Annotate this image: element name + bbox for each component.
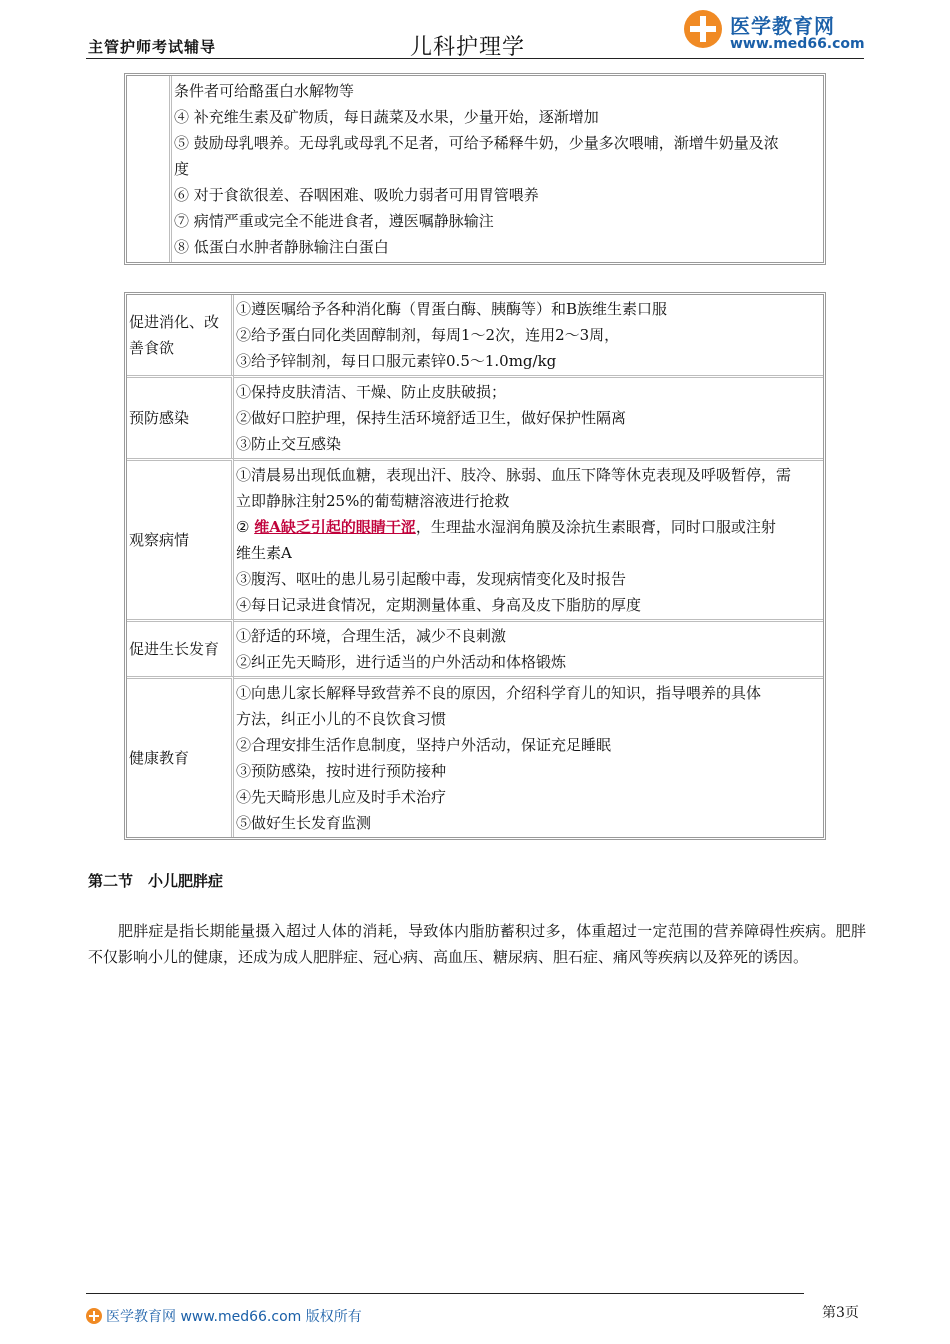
nursing-measures-table xyxy=(124,292,826,840)
logo-cross-icon xyxy=(684,10,722,48)
table-line: ①遵医嘱给予各种消化酶（胃蛋白酶、胰酶等）和B族维生素口服 xyxy=(236,300,668,318)
table-content-cell xyxy=(172,76,823,262)
logo-name: 医学教育网 xyxy=(730,14,835,38)
table-line: ⑧ 低蛋白水肿者静脉输注白蛋白 xyxy=(174,238,389,256)
table-line-highlight: ② 维A缺乏引起的眼睛干涩，生理盐水湿润角膜及涂抗生素眼膏，同时口服或注射 xyxy=(236,518,776,536)
table-line: ①清晨易出现低血糖，表现出汗、肢冷、脉弱、血压下降等休克表现及呼吸暂停，需 xyxy=(236,466,792,484)
table-line: 条件者可给酪蛋白水解物等 xyxy=(174,82,355,100)
row-label: 促进生长发育 xyxy=(127,619,234,676)
footer-cross-icon xyxy=(86,1308,102,1324)
table-line: 度 xyxy=(174,160,190,178)
table-line: ②给予蛋白同化类固醇制剂，每周1～2次，连用2～3周， xyxy=(236,326,620,344)
logo-url: www.med66.com xyxy=(730,36,865,52)
table-continued xyxy=(124,73,826,265)
row-content xyxy=(234,375,823,458)
table-line: ②合理安排生活作息制度，坚持户外活动，保证充足睡眠 xyxy=(236,736,612,754)
row-content xyxy=(234,458,823,619)
logo[interactable] xyxy=(684,8,864,56)
table-line: ②做好口腔护理，保持生活环境舒适卫生，做好保护性隔离 xyxy=(236,409,627,427)
table-row xyxy=(127,619,823,676)
table-line: ⑤ 鼓励母乳喂养。无母乳或母乳不足者，可给予稀释牛奶，少量多次喂哺，渐增牛奶量及浓 xyxy=(174,134,779,152)
table-line: 维生素A xyxy=(236,544,292,562)
table-line: ④ 补充维生素及矿物质，每日蔬菜及水果，少量开始，逐渐增加 xyxy=(174,108,599,126)
row-label: 健康教育 xyxy=(127,676,234,837)
table-line: ③防止交互感染 xyxy=(236,435,342,453)
footer-text: 医学教育网 www.med66.com 版权所有 xyxy=(106,1309,362,1325)
row-label: 促进消化、改善食欲 xyxy=(127,295,234,375)
table-row xyxy=(127,676,823,837)
table-line: ③腹泻、呕吐的患儿易引起酸中毒，发现病情变化及时报告 xyxy=(236,570,627,588)
page-number: 第3页 xyxy=(822,1305,859,1321)
row-content xyxy=(234,619,823,676)
table-line: ⑤做好生长发育监测 xyxy=(236,814,372,832)
table-line: ⑦ 病情严重或完全不能进食者，遵医嘱静脉输注 xyxy=(174,212,494,230)
table-line: ④每日记录进食情况，定期测量体重、身高及皮下脂肪的厚度 xyxy=(236,596,642,614)
row-label: 观察病情 xyxy=(127,458,234,619)
table-line: ③给予锌制剂，每日口服元素锌0.5～1.0mg/kg xyxy=(236,352,557,370)
page-title: 儿科护理学 xyxy=(410,35,526,60)
header-rule xyxy=(86,58,864,59)
table-line: ②纠正先天畸形，进行适当的户外活动和体格锻炼 xyxy=(236,653,567,671)
footer-rule xyxy=(86,1293,804,1294)
table-line: ①保持皮肤清洁、干燥、防止皮肤破损； xyxy=(236,383,507,401)
table-line: ⑥ 对于食欲很差、吞咽困难、吸吮力弱者可用胃管喂养 xyxy=(174,186,539,204)
table-line: ④先天畸形患儿应及时手术治疗 xyxy=(236,788,447,806)
table-line: ③预防感染，按时进行预防接种 xyxy=(236,762,447,780)
table-line: 立即静脉注射25%的葡萄糖溶液进行抢救 xyxy=(236,492,510,510)
row-label: 预防感染 xyxy=(127,375,234,458)
table-line: ①舒适的环境，合理生活，减少不良刺激 xyxy=(236,627,507,645)
table-row xyxy=(127,295,823,375)
table-row xyxy=(127,458,823,619)
highlight-link[interactable]: 维A缺乏引起的眼睛干涩 xyxy=(254,518,416,536)
section-paragraph: 肥胖症是指长期能量摄入超过人体的消耗，导致体内脂肪蓄积过多，体重超过一定范围的营养障碍性疾病。肥胖不仅影响小儿的健康，还成为成人肥胖症、冠心病、高血压、糖尿病、胆石症、痛风等疾病以及猝死的诱因。 xyxy=(88,922,866,966)
row-content xyxy=(234,295,823,375)
row-content xyxy=(234,676,823,837)
table-line: 方法，纠正小儿的不良饮食习惯 xyxy=(236,710,447,728)
footer-logo[interactable] xyxy=(86,1306,362,1326)
table-line: ①向患儿家长解释导致营养不良的原因，介绍科学育儿的知识，指导喂养的具体 xyxy=(236,684,762,702)
header-left-text: 主管护师考试辅导 xyxy=(88,38,217,56)
table-label-cell-empty xyxy=(127,76,172,262)
table-row xyxy=(127,375,823,458)
section-title: 第二节 小儿肥胖症 xyxy=(88,872,224,890)
